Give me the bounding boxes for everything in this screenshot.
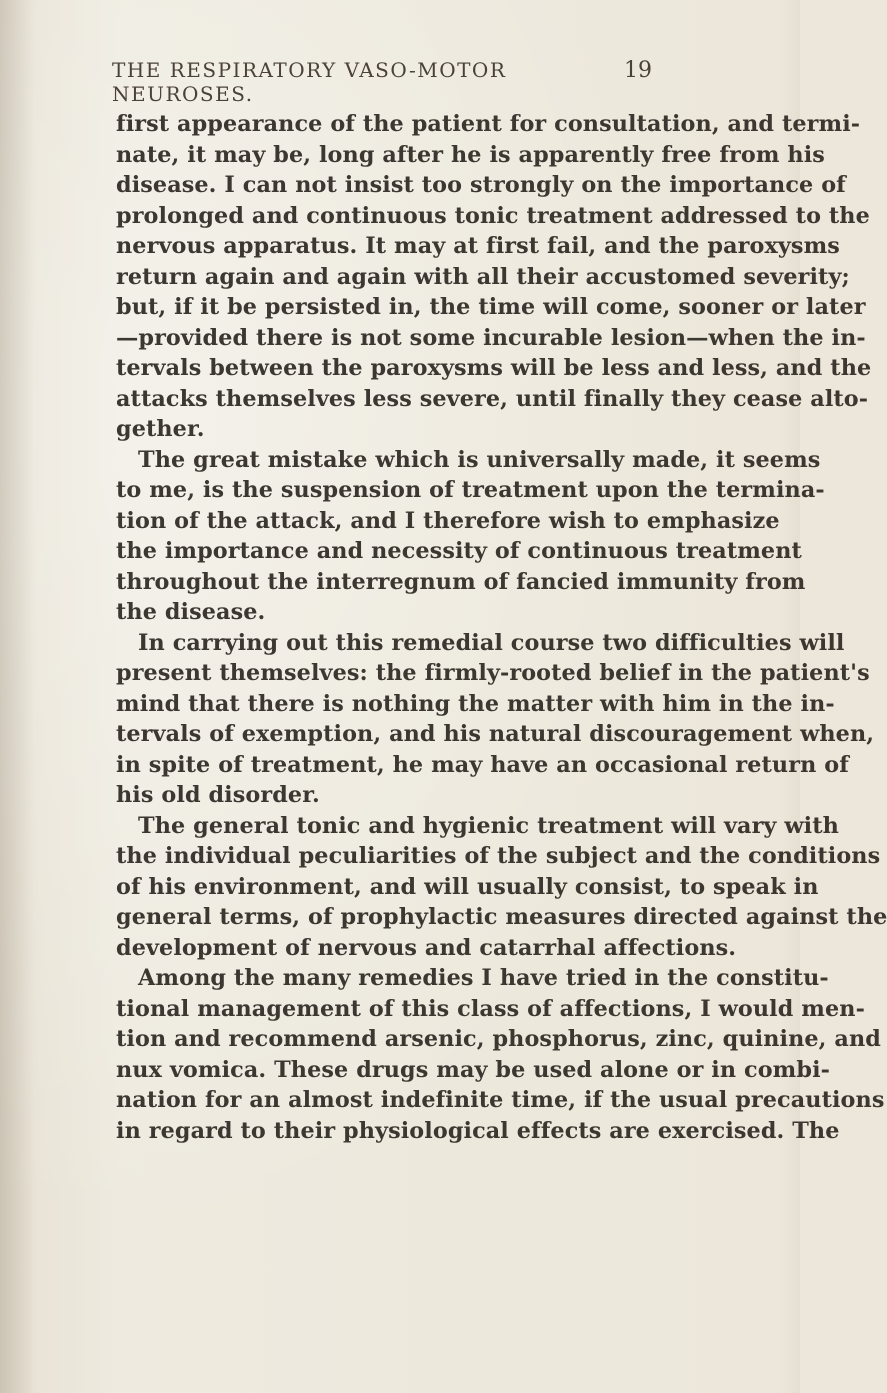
text-line: disease. I can not insist too strongly on the importance of bbox=[116, 172, 846, 198]
text-line: tervals of exemption, and his natural discouragement when, bbox=[116, 721, 875, 747]
text-line: The great mistake which is universally made, it seems bbox=[138, 446, 821, 473]
text-line: tervals between the paroxysms will be less and less, and the bbox=[116, 355, 872, 381]
text-line: the individual peculiarities of the subject and the conditions bbox=[116, 843, 881, 869]
text-line: tion of the attack, and I therefore wish to emphasize bbox=[116, 507, 780, 534]
text-line: but, if it be persisted in, the time will come, sooner or later bbox=[116, 294, 866, 320]
text-line: nation for an almost indefinite time, if the usual precautions bbox=[116, 1087, 885, 1113]
text-line: In carrying out this remedial course two difficulties will bbox=[138, 629, 845, 656]
text-line: of his environment, and will usually consist, to speak in bbox=[116, 873, 819, 900]
text-line: in spite of treatment, he may have an occasional return of bbox=[116, 751, 849, 778]
body-text bbox=[116, 109, 887, 1146]
text-line: development of nervous and catarrhal affections. bbox=[116, 934, 737, 961]
text-line: present themselves: the firmly-rooted belief in the patient's bbox=[116, 660, 870, 686]
text-line: throughout the interregnum of fancied immunity from bbox=[116, 568, 806, 595]
text-line: The general tonic and hygienic treatment will vary with bbox=[138, 812, 839, 839]
text-line: in regard to their physiological effects are exercised. The bbox=[116, 1117, 840, 1144]
text-line: general terms, of prophylactic measures directed against the bbox=[116, 904, 887, 930]
running-head bbox=[112, 58, 652, 106]
text-line: nux vomica. These drugs may be used alone or in combi- bbox=[116, 1056, 830, 1083]
text-line: —provided there is not some incurable lesion—when the in- bbox=[116, 324, 866, 351]
running-title: THE RESPIRATORY VASO-MOTOR NEUROSES. bbox=[112, 58, 507, 106]
text-line: prolonged and continuous tonic treatment addressed to the bbox=[116, 202, 870, 229]
text-line: first appearance of the patient for consultation, and termi- bbox=[116, 111, 861, 137]
page-number: 19 bbox=[624, 58, 652, 83]
text-line: to me, is the suspension of treatment upon the termina- bbox=[116, 477, 825, 503]
text-line: the importance and necessity of continuous treatment bbox=[116, 538, 802, 564]
text-line: gether. bbox=[116, 416, 205, 442]
binding-shadow bbox=[0, 0, 34, 1393]
text-line: tion and recommend arsenic, phosphorus, zinc, quinine, and bbox=[116, 1026, 881, 1052]
text-line: attacks themselves less severe, until finally they cease alto- bbox=[116, 385, 869, 412]
text-line: return again and again with all their accustomed severity; bbox=[116, 263, 850, 290]
text-line: his old disorder. bbox=[116, 782, 320, 808]
text-line: nate, it may be, long after he is apparently free from his bbox=[116, 141, 825, 168]
text-line: Among the many remedies I have tried in the constitu- bbox=[138, 965, 829, 991]
text-line: the disease. bbox=[116, 599, 266, 625]
text-line: mind that there is nothing the matter with him in the in- bbox=[116, 690, 835, 717]
text-line: nervous apparatus. It may at first fail, and the paroxysms bbox=[116, 233, 840, 259]
text-line: tional management of this class of affections, I would men- bbox=[116, 995, 865, 1022]
